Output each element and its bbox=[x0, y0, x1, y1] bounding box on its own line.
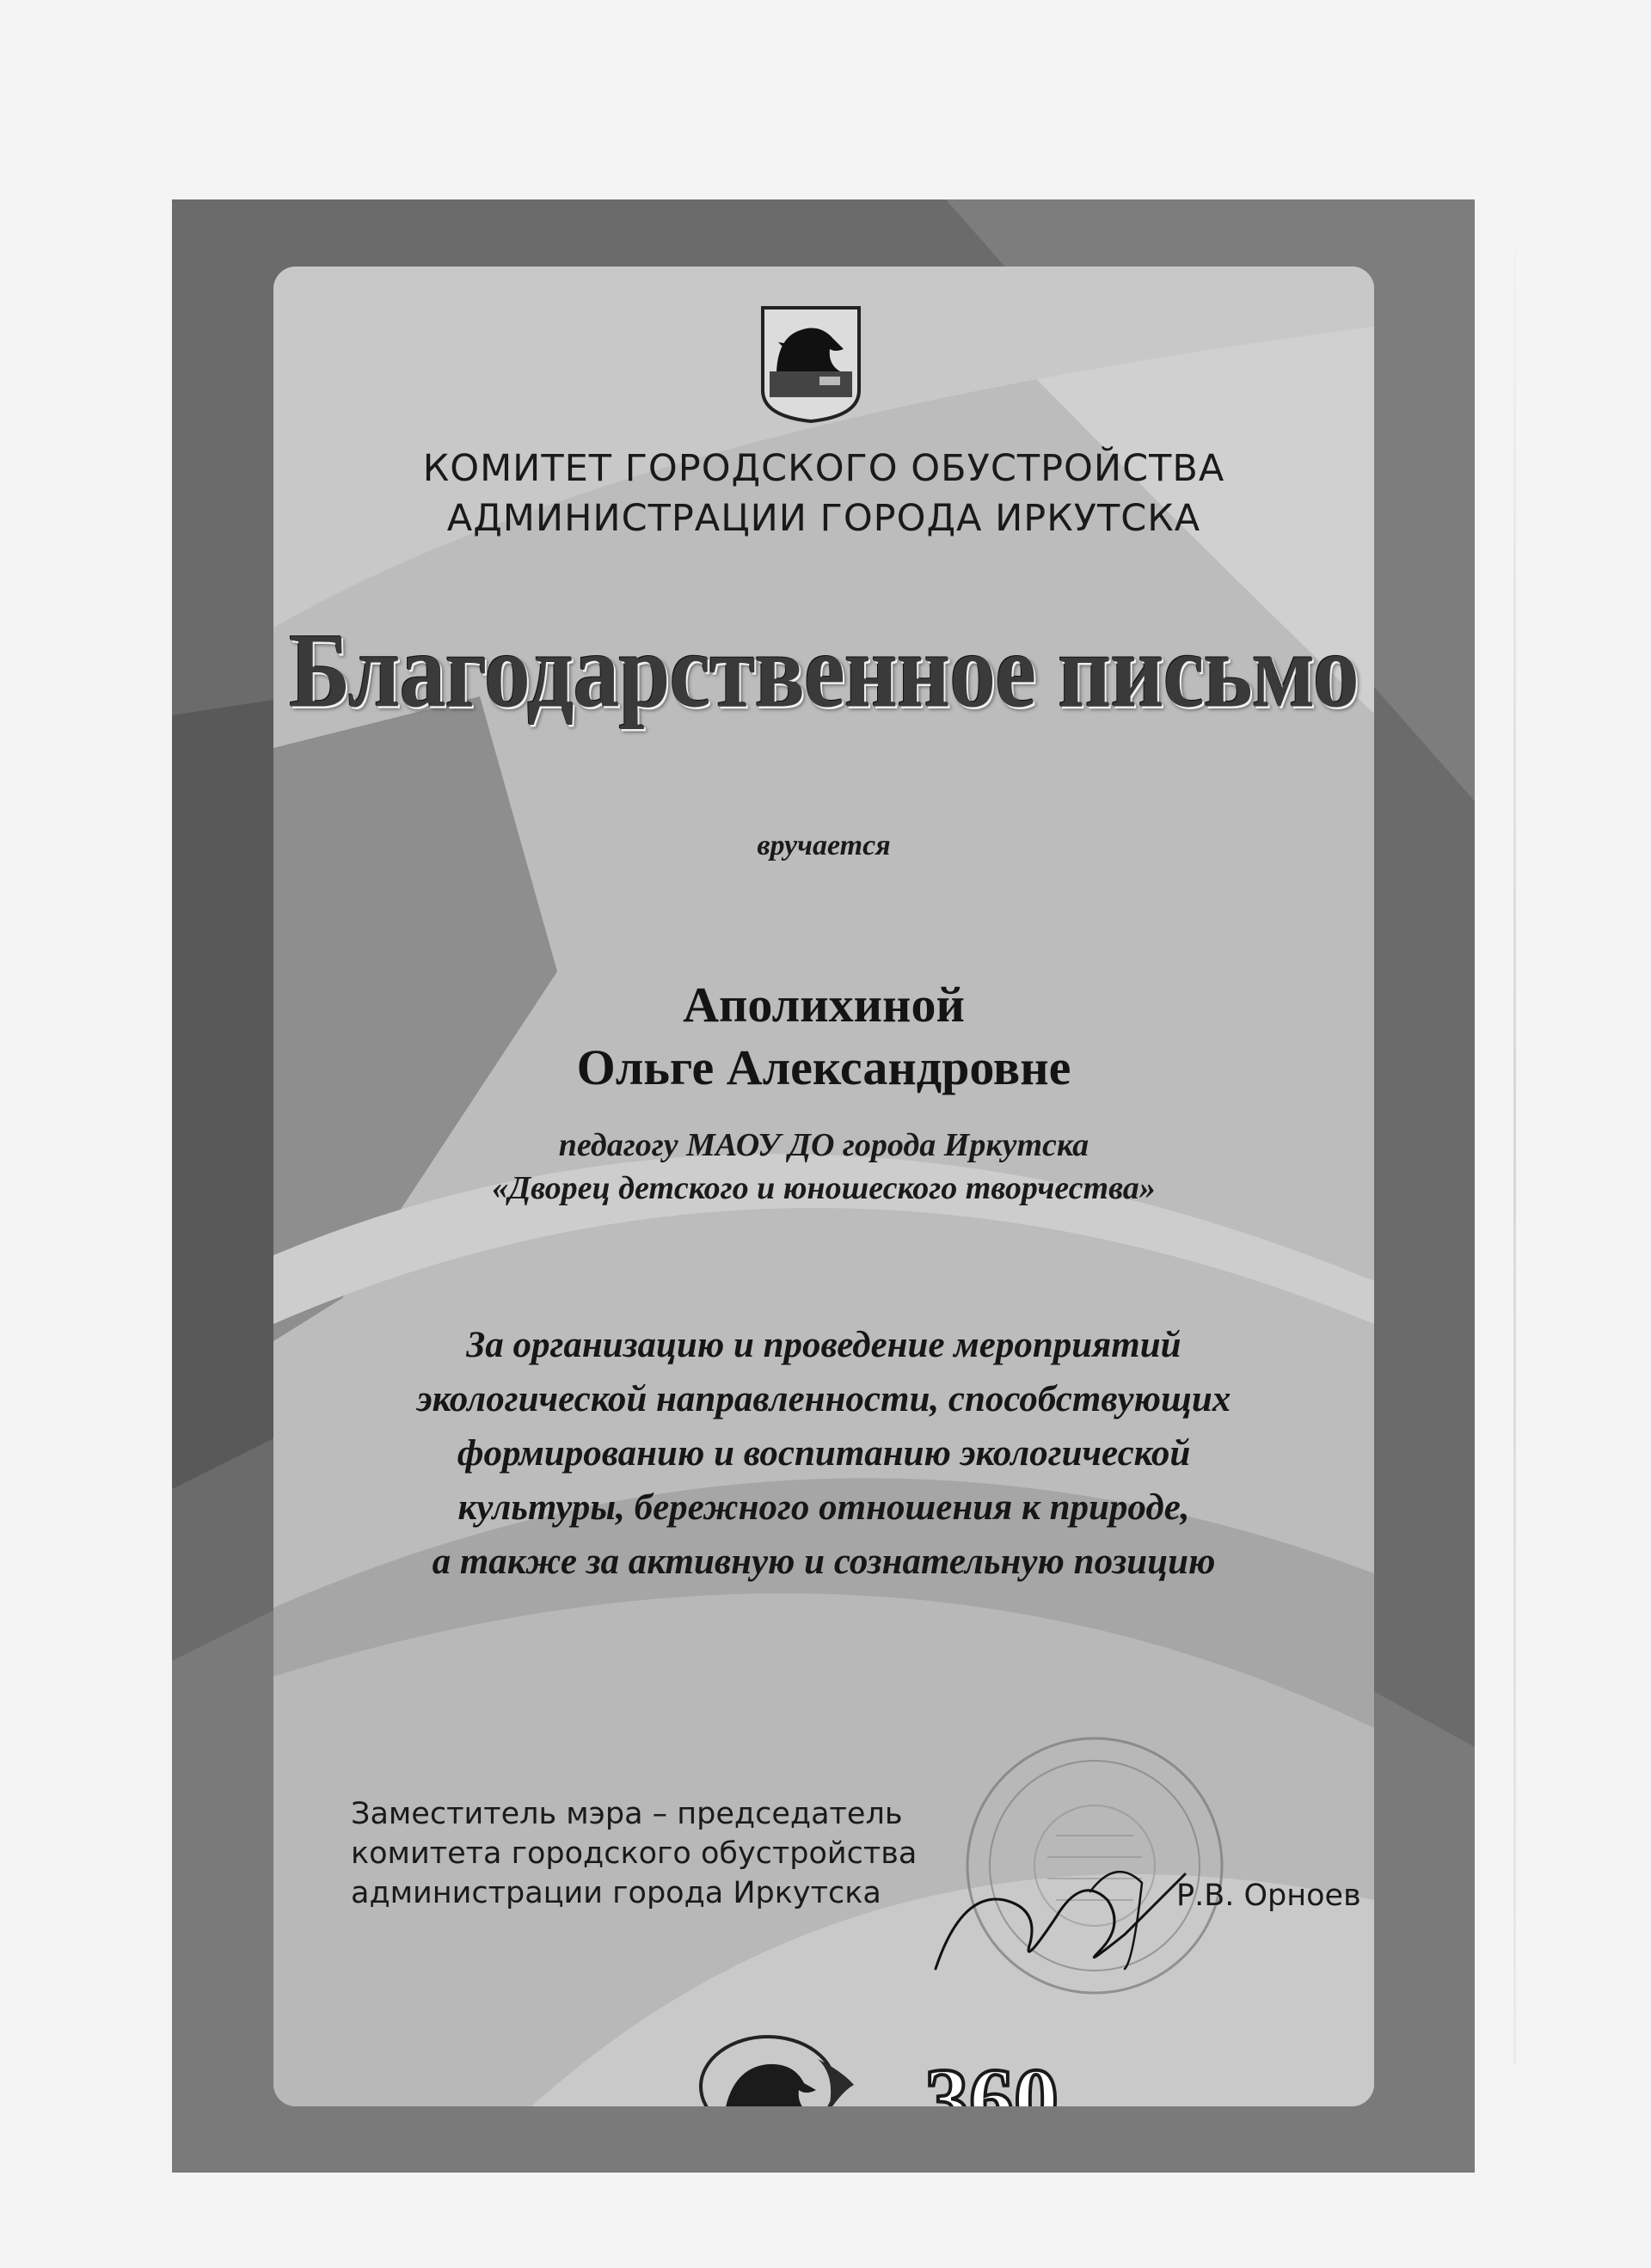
anniversary-360-logo bbox=[897, 2050, 1086, 2145]
signatory-name: Р.В. Орноев bbox=[1176, 1879, 1361, 1913]
signatory-title-line-2: комитета городского обустройства bbox=[351, 1836, 918, 1871]
irkutsk-eco-logo bbox=[690, 2033, 862, 2106]
organization-line-1: КОМИТЕТ ГОРОДСКОГО ОБУСТРОЙСТВА bbox=[422, 447, 1225, 490]
city-coat-of-arms bbox=[759, 304, 862, 425]
signatory-title-line-3: администрации города Иркутска bbox=[351, 1876, 881, 1910]
anniversary-number: 360 bbox=[924, 2050, 1059, 2145]
reason-line-3: формированию и воспитанию экологической bbox=[457, 1433, 1191, 1474]
certificate-title: Благодарственное письмо bbox=[289, 612, 1359, 731]
reason-line-1: За организацию и проведение мероприятий bbox=[466, 1325, 1181, 1365]
reason-line-2: экологической направленности, способствующих bbox=[416, 1379, 1231, 1419]
signatory-title-line-1: Заместитель мэра – председатель bbox=[351, 1797, 903, 1831]
certificate bbox=[172, 199, 1475, 2173]
reason-line-5: а также за активную и сознательную позицию bbox=[432, 1542, 1216, 1582]
organization-line-2: АДМИНИСТРАЦИИ ГОРОДА ИРКУТСКА bbox=[446, 497, 1201, 540]
recipient-position-line-1: педагогу МАОУ ДО города Иркутска bbox=[558, 1127, 1089, 1163]
handwritten-signature bbox=[927, 1840, 1211, 1977]
recipient-position-line-2: «Дворец детского и юношеского творчества» bbox=[492, 1170, 1156, 1206]
certificate-subtitle: вручается bbox=[757, 830, 891, 861]
certificate-panel bbox=[273, 267, 1374, 2145]
reason-line-4: культуры, бережного отношения к природе, bbox=[457, 1487, 1190, 1528]
scan-edge-shadow bbox=[1513, 172, 1516, 2063]
recipient-surname: Аполихиной bbox=[683, 977, 965, 1033]
recipient-given-names: Ольге Александровне bbox=[576, 1039, 1071, 1095]
